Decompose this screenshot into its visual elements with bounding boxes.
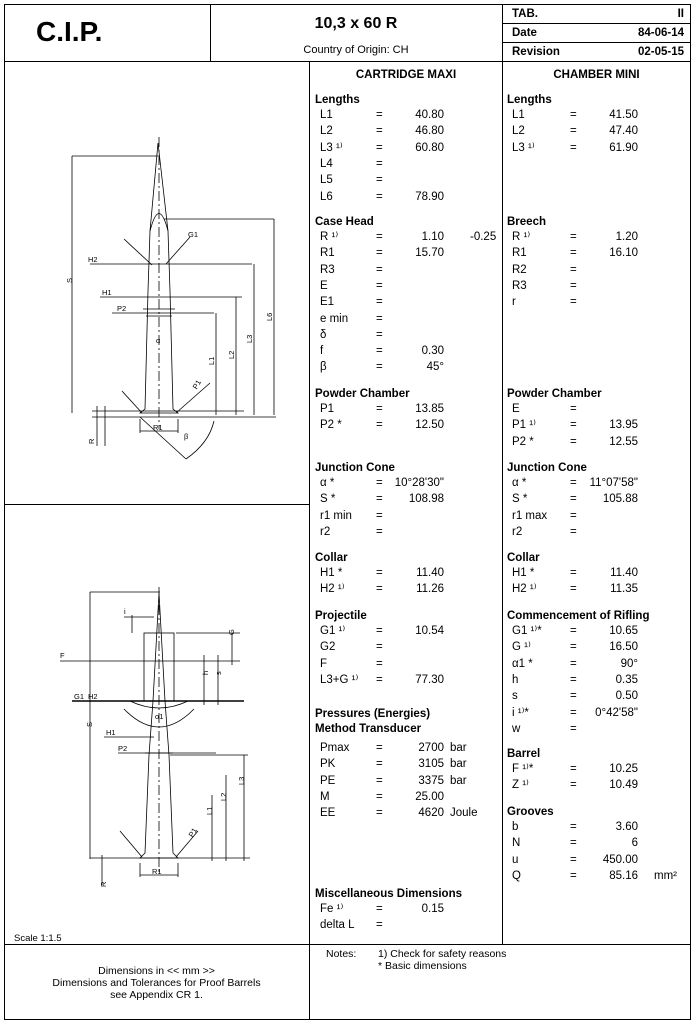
svg-text:G1: G1 — [188, 230, 199, 239]
row-equals: = — [570, 722, 577, 735]
row-label: G1 ¹⁾* — [512, 625, 542, 637]
svg-text:L2: L2 — [227, 350, 236, 359]
row-equals: = — [570, 763, 577, 775]
row-value: 45° — [426, 361, 444, 374]
row-equals: = — [376, 758, 383, 771]
row-equals: = — [376, 903, 383, 915]
dimensions-unit-note: Dimensions in << mm >> — [98, 965, 215, 977]
row-unit: mm² — [654, 869, 677, 882]
row-equals: = — [376, 361, 383, 374]
row-equals: = — [570, 567, 577, 579]
row-value: 77.30 — [415, 673, 444, 686]
row-label: E — [512, 403, 520, 415]
row-equals: = — [570, 279, 577, 292]
svg-text:L1: L1 — [207, 356, 216, 365]
row-equals: = — [570, 690, 577, 703]
row-equals: = — [570, 125, 577, 138]
row-equals: = — [376, 125, 383, 138]
row-label: H1 * — [512, 567, 535, 579]
row-label: w — [512, 722, 521, 735]
row-label: L1 — [512, 109, 525, 121]
appendix-note: see Appendix CR 1. — [110, 989, 203, 1001]
svg-text:L3: L3 — [237, 776, 246, 785]
cartridge-column-title: CARTRIDGE MAXI — [355, 69, 457, 81]
row-equals: = — [570, 525, 577, 538]
row-equals: = — [376, 567, 383, 579]
row-label: H2 ¹⁾ — [512, 583, 537, 596]
row-equals: = — [570, 779, 577, 792]
row-label: P2 * — [512, 435, 534, 448]
row-unit: Joule — [450, 807, 478, 820]
svg-text:s: s — [214, 671, 223, 675]
row-value: 11.40 — [610, 567, 638, 579]
row-label: R ¹⁾ — [320, 231, 339, 243]
row-label: L2 — [512, 125, 525, 138]
row-value: 3105 — [418, 758, 444, 771]
chamber-dimension-labels — [60, 607, 246, 887]
row-label: H2 ¹⁾ — [320, 583, 345, 596]
row-label: f — [320, 345, 324, 358]
row-equals: = — [376, 312, 383, 325]
row-equals: = — [376, 790, 383, 803]
row-label: G2 — [320, 641, 336, 654]
section-title: Junction Cone — [315, 462, 395, 474]
svg-text:P2: P2 — [117, 304, 127, 313]
header-hline-2 — [502, 42, 690, 43]
row-label: S * — [320, 493, 336, 506]
row-equals: = — [570, 263, 577, 276]
row-label: b — [512, 821, 519, 833]
row-equals: = — [376, 807, 383, 820]
row-equals: = — [570, 296, 577, 309]
tab-value: II — [677, 8, 684, 20]
note-safety: 1) Check for safety reasons — [378, 948, 507, 960]
row-label: Pmax — [320, 742, 350, 754]
row-value: 78.90 — [415, 190, 444, 203]
row-label: L3 ¹⁾ — [512, 141, 535, 154]
chamber-dimension-lines — [60, 592, 250, 885]
row-equals: = — [376, 328, 383, 341]
section-title: Case Head — [315, 216, 374, 228]
row-value: 40.80 — [415, 109, 444, 121]
row-value: 0.30 — [421, 345, 444, 358]
section-title: Pressures (Energies) — [315, 708, 431, 720]
svg-text:R: R — [87, 438, 96, 444]
row-label: P1 — [320, 403, 335, 415]
row-equals: = — [376, 296, 383, 309]
row-equals: = — [376, 625, 383, 637]
header-vline-2 — [502, 4, 503, 61]
outer-border-top — [4, 4, 691, 5]
row-value: 6 — [631, 837, 638, 850]
row-equals: = — [570, 821, 577, 833]
row-value: 15.70 — [415, 247, 444, 260]
row-equals: = — [376, 419, 383, 432]
row-value: 1.20 — [615, 231, 638, 243]
row-value: 16.10 — [609, 247, 638, 260]
section-title: Lengths — [507, 94, 552, 106]
row-equals: = — [570, 419, 577, 432]
row-label: delta L — [320, 919, 355, 932]
outer-border-right — [690, 4, 691, 1020]
row-value: 11.40 — [416, 567, 444, 579]
row-tolerance: -0.25 — [470, 231, 497, 243]
row-label: δ — [320, 328, 327, 341]
row-value: 450.00 — [602, 853, 638, 866]
row-label: Fe ¹⁾ — [320, 903, 344, 915]
section-subtitle: Method Transducer — [315, 723, 422, 735]
row-equals: = — [376, 279, 383, 292]
row-value: 11.35 — [610, 583, 638, 596]
svg-text:h: h — [201, 670, 210, 675]
row-equals: = — [570, 657, 577, 670]
row-value: 41.50 — [609, 109, 638, 121]
section-title: Miscellaneous Dimensions — [315, 888, 462, 900]
row-equals: = — [376, 493, 383, 506]
row-label: α * — [512, 477, 527, 489]
svg-text:H2: H2 — [88, 255, 98, 264]
row-equals: = — [570, 493, 577, 506]
tolerances-note: Dimensions and Tolerances for Proof Barrels — [52, 977, 261, 989]
row-equals: = — [376, 774, 383, 787]
row-equals: = — [570, 247, 577, 260]
cartridge-dimension-labels — [65, 230, 274, 444]
row-value: 3375 — [418, 774, 444, 787]
row-label: s — [512, 690, 518, 703]
row-label: R3 — [320, 263, 335, 276]
row-label: L5 — [320, 174, 333, 187]
row-label: L4 — [320, 157, 333, 170]
row-value: 0.50 — [615, 690, 638, 703]
notes-label: Notes: — [326, 948, 357, 960]
row-value: 16.50 — [609, 641, 638, 654]
row-label: P1 ¹⁾ — [512, 419, 536, 432]
row-equals: = — [570, 641, 577, 654]
row-value: 10.65 — [609, 625, 638, 637]
row-value: 11.26 — [416, 583, 444, 596]
row-value: 12.55 — [609, 435, 638, 448]
row-value: 0.15 — [421, 903, 444, 915]
row-label: F — [320, 657, 328, 670]
revision-label: Revision — [512, 46, 560, 58]
row-label: r1 min — [320, 509, 352, 522]
svg-text:L6: L6 — [265, 312, 274, 321]
header-hline-1 — [502, 23, 690, 24]
svg-text:H1: H1 — [102, 288, 112, 297]
row-equals: = — [570, 869, 577, 882]
row-label: E — [320, 279, 328, 292]
row-value: 2700 — [418, 742, 444, 754]
row-value: 12.50 — [415, 419, 444, 432]
svg-text:H2: H2 — [88, 692, 98, 701]
section-title: Lengths — [315, 94, 360, 106]
country-of-origin: Country of Origin: CH — [303, 44, 409, 56]
svg-text:L1: L1 — [205, 806, 214, 815]
row-value: 47.40 — [609, 125, 638, 138]
note-basic-dimensions: * Basic dimensions — [378, 960, 467, 972]
svg-text:P1: P1 — [190, 378, 204, 391]
row-unit: bar — [450, 774, 467, 787]
section-title: Breech — [507, 216, 546, 228]
row-equals: = — [376, 477, 383, 489]
cartridge-dimension-lines — [72, 156, 276, 459]
svg-text:L3: L3 — [245, 334, 254, 343]
section-title: Grooves — [507, 806, 554, 818]
svg-text:H1: H1 — [106, 728, 116, 737]
row-label: h — [512, 673, 519, 686]
caliber-title: 10,3 x 60 R — [314, 15, 398, 32]
row-label: L2 — [320, 125, 333, 138]
section-title: Junction Cone — [507, 462, 587, 474]
row-label: Q — [512, 869, 521, 882]
row-label: u — [512, 853, 519, 866]
svg-text:α: α — [156, 336, 161, 345]
date-label: Date — [512, 27, 537, 39]
row-label: L3 ¹⁾ — [320, 141, 343, 154]
body-vline-left — [309, 61, 310, 944]
row-label: E1 — [320, 296, 335, 309]
row-equals: = — [570, 583, 577, 596]
row-equals: = — [570, 435, 577, 448]
svg-text:R1: R1 — [153, 423, 163, 432]
row-value: 105.88 — [602, 493, 638, 506]
row-label: G ¹⁾ — [512, 641, 531, 654]
row-equals: = — [570, 403, 577, 415]
row-label: R2 — [512, 263, 527, 276]
row-equals: = — [376, 657, 383, 670]
row-equals: = — [570, 141, 577, 154]
footer-vline — [309, 944, 310, 1019]
row-label: α1 * — [512, 657, 533, 670]
row-equals: = — [570, 706, 577, 719]
row-label: PK — [320, 758, 336, 771]
section-title: Barrel — [507, 748, 541, 760]
section-title: Collar — [315, 552, 348, 564]
row-label: R3 — [512, 279, 527, 292]
row-equals: = — [570, 853, 577, 866]
row-label: P2 * — [320, 419, 342, 432]
row-label: N — [512, 837, 521, 850]
row-label: r — [512, 296, 516, 309]
org-title: C.I.P. — [36, 16, 103, 47]
row-label: L6 — [320, 190, 333, 203]
outer-border-bottom — [4, 1019, 691, 1020]
row-value: 46.80 — [415, 125, 444, 138]
section-title: Powder Chamber — [507, 388, 602, 400]
footer-divider — [4, 944, 691, 945]
row-label: EE — [320, 807, 336, 820]
section-title: Collar — [507, 552, 540, 564]
row-label: α * — [320, 477, 335, 489]
row-value: 60.80 — [415, 141, 444, 154]
row-value: 10.54 — [415, 625, 444, 637]
svg-text:F: F — [60, 651, 65, 660]
row-label: r1 max — [512, 509, 548, 522]
row-equals: = — [376, 141, 383, 154]
row-label: S * — [512, 493, 528, 506]
row-equals: = — [570, 509, 577, 522]
row-equals: = — [376, 174, 383, 187]
row-equals: = — [570, 109, 577, 121]
row-equals: = — [376, 641, 383, 654]
row-label: G1 ¹⁾ — [320, 625, 346, 637]
row-label: R1 — [320, 247, 335, 260]
svg-text:i: i — [124, 607, 126, 616]
svg-text:R: R — [99, 881, 108, 887]
row-label: β — [320, 361, 327, 374]
row-label: H1 * — [320, 567, 343, 579]
section-title: Powder Chamber — [315, 388, 410, 400]
row-label: M — [320, 790, 330, 803]
row-label: R1 — [512, 247, 527, 260]
row-equals: = — [570, 231, 577, 243]
row-value: 10.25 — [609, 763, 638, 775]
body-vline-mid — [502, 61, 503, 944]
row-equals: = — [376, 109, 383, 121]
row-value: 13.95 — [609, 419, 638, 432]
row-equals: = — [376, 190, 383, 203]
row-value: 4620 — [418, 807, 444, 820]
row-equals: = — [376, 263, 383, 276]
row-value: 13.85 — [415, 403, 444, 415]
scale-label: Scale 1:1.5 — [14, 933, 62, 944]
chamber-column-title: CHAMBER MINI — [553, 69, 640, 81]
svg-text:S: S — [65, 277, 74, 283]
row-value: 11°07'58" — [589, 477, 638, 489]
svg-text:R1: R1 — [152, 867, 162, 876]
row-value: 85.16 — [609, 869, 638, 882]
row-equals: = — [376, 583, 383, 596]
row-value: 1.10 — [421, 231, 444, 243]
row-label: L3+G ¹⁾ — [320, 673, 359, 686]
row-equals: = — [376, 403, 383, 415]
date-value: 84-06-14 — [637, 27, 684, 39]
row-equals: = — [376, 247, 383, 260]
row-value: 61.90 — [609, 141, 638, 154]
row-value: 108.98 — [408, 493, 444, 506]
row-value: 0.35 — [615, 673, 638, 686]
row-value: 3.60 — [615, 821, 638, 833]
row-equals: = — [376, 231, 383, 243]
row-value: 25.00 — [415, 790, 444, 803]
row-value: 0°42'58" — [595, 706, 638, 719]
row-label: L1 — [320, 109, 333, 121]
tab-label: TAB. — [512, 8, 538, 20]
section-title: Projectile — [315, 610, 367, 622]
row-equals: = — [376, 742, 383, 754]
row-value: 90° — [620, 657, 638, 670]
cartridge-drawing — [4, 61, 309, 504]
row-label: Z ¹⁾ — [512, 779, 529, 792]
row-equals: = — [570, 673, 577, 686]
svg-text:L2: L2 — [219, 792, 228, 801]
row-value: 10.49 — [609, 779, 638, 792]
chamber-drawing — [4, 505, 309, 944]
row-equals: = — [570, 625, 577, 637]
revision-value: 02-05-15 — [637, 46, 684, 58]
row-equals: = — [376, 509, 383, 522]
row-label: r2 — [320, 525, 331, 538]
row-label: PE — [320, 774, 336, 787]
svg-text:S: S — [85, 721, 94, 727]
row-label: r2 — [512, 525, 523, 538]
svg-text:P2: P2 — [118, 744, 128, 753]
svg-text:P1: P1 — [186, 826, 200, 839]
svg-text:β: β — [184, 432, 189, 441]
row-equals: = — [570, 477, 577, 489]
row-label: R ¹⁾ — [512, 231, 531, 243]
row-equals: = — [376, 345, 383, 358]
row-label: i ¹⁾* — [512, 706, 529, 719]
row-label: e min — [320, 312, 349, 325]
row-unit: bar — [450, 742, 467, 754]
svg-text:α1: α1 — [155, 712, 164, 721]
row-equals: = — [376, 525, 383, 538]
section-title: Commencement of Rifling — [507, 610, 650, 622]
svg-text:G: G — [227, 629, 236, 635]
row-equals: = — [570, 837, 577, 850]
row-value: 10°28'30" — [394, 477, 444, 489]
row-unit: bar — [450, 758, 467, 771]
row-equals: = — [376, 673, 383, 686]
row-equals: = — [376, 157, 383, 170]
svg-text:G1: G1 — [74, 692, 85, 701]
row-equals: = — [376, 919, 383, 932]
row-label: F ¹⁾* — [512, 763, 534, 775]
